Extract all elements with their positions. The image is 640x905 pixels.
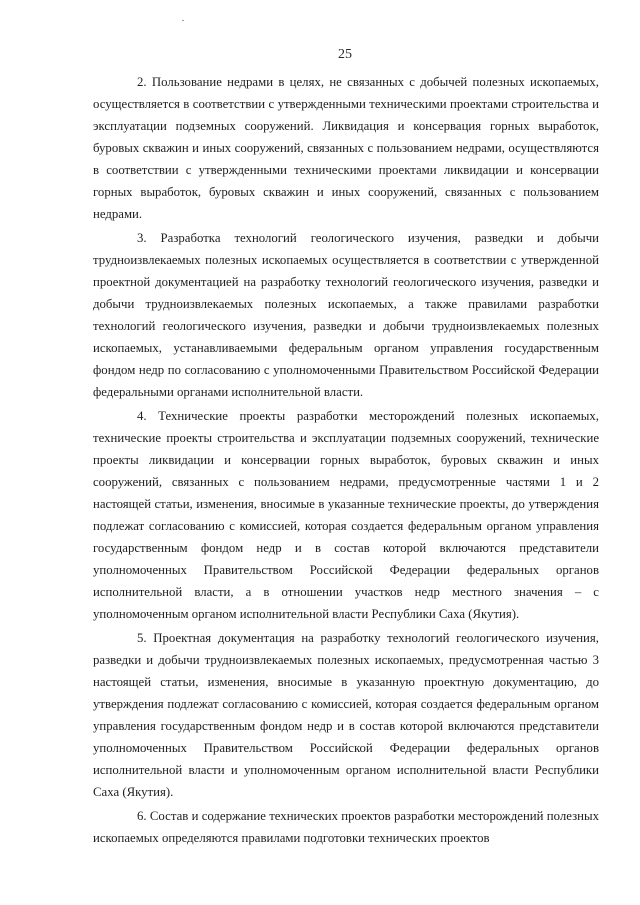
paragraph-part-2: 2. Пользование недрами в целях, не связанных с добычей полезных ископаемых, осуществляется в соответствии с утвержденными техническими проектами строительства и эксплуатации подземных сооружений. Ликвидация и консервация горных выработок, буровых скважин и иных сооружений, связанных с пользованием недрами, осуществляются в соответствии с утвержденными техническими проектами ликвидации и консервации горных выработок, буровых скважин и иных сооружений, связанных с пользованием недрами. (93, 75, 599, 221)
document-body (93, 71, 599, 851)
paragraph-part-6: 6. Состав и содержание технических проектов разработки месторождений полезных ископаемых определяются правилами подготовки технических проектов (93, 809, 599, 845)
scan-speck (182, 20, 184, 21)
paragraph-part-5: 5. Проектная документация на разработку технологий геологического изучения, разведки и добычи трудноизвлекаемых полезных ископаемых, предусмотренная частью 3 настоящей статьи, изменения, вносимые в указанную проектную документацию, до утверждения подлежат согласованию с комиссией, которая создается федеральным органом управления государственным фондом недр и в состав которой включаются представители уполномоченных Правительством Российской Федерации федеральных органов исполнительной власти и уполномоченным органом исполнительной власти Республики Саха (Якутия). (93, 631, 599, 799)
paragraph-part-3: 3. Разработка технологий геологического изучения, разведки и добычи трудноизвлекаемых полезных ископаемых осуществляется в соответствии с утвержденной проектной документацией на разработку технологий геологического изучения, разведки и добычи трудноизвлекаемых полезных ископаемых, а также правилами разработки технологий геологического изучения, разведки и добычи трудноизвлекаемых полезных ископаемых, устанавливаемыми федеральным органом управления государственным фондом недр по согласованию с уполномоченными Правительством Российской Федерации федеральными органами исполнительной власти. (93, 231, 599, 399)
paragraph-part-4: 4. Технические проекты разработки месторождений полезных ископаемых, технические проекты строительства и эксплуатации подземных сооружений, технические проекты ликвидации и консервации горных выработок, буровых скважин и иных сооружений, связанных с пользованием недрами, предусмотренные частями 1 и 2 настоящей статьи, изменения, вносимые в указанные технические проекты, до утверждения подлежат согласованию с комиссией, которая создается федеральным органом управления государственным фондом недр и в состав которой включаются представители уполномоченных Правительством Российской Федерации федеральных органов исполнительной власти, а в отношении участков недр местного значения – с уполномоченным органом исполнительной власти Республики Саха (Якутия). (93, 409, 599, 621)
page-number: 25 (338, 47, 352, 62)
